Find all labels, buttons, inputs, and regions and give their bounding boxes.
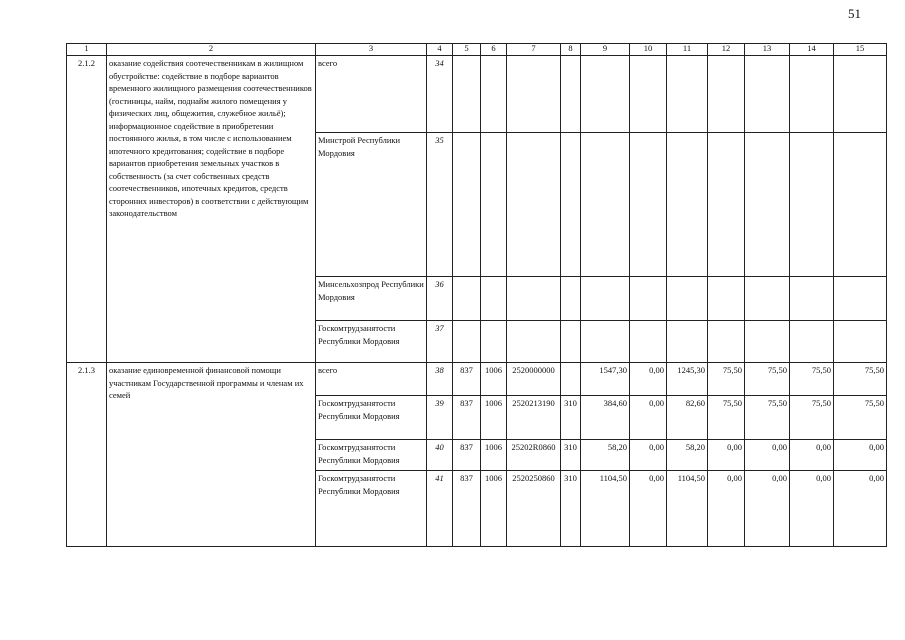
csr-cell: [507, 277, 561, 321]
v2014-cell: [581, 56, 630, 133]
executor-cell: Минсельхозпрод Республики Мордовия: [316, 277, 427, 321]
col-header: 6: [481, 44, 507, 56]
v2020-cell: [834, 277, 887, 321]
v2019-cell: 0,00: [790, 440, 834, 471]
v2018-cell: 75,50: [745, 396, 790, 440]
row-number-cell: 40: [427, 440, 453, 471]
item-code: 2.1.2: [67, 56, 107, 363]
v2015-cell: 0,00: [630, 440, 667, 471]
rzpr-cell: 1006: [481, 363, 507, 396]
v2014-cell: [581, 321, 630, 363]
v2017-cell: [708, 277, 745, 321]
v2019-cell: 75,50: [790, 363, 834, 396]
v2020-cell: [834, 56, 887, 133]
row-number-cell: 34: [427, 56, 453, 133]
v2019-cell: [790, 277, 834, 321]
v2020-cell: 75,50: [834, 363, 887, 396]
executor-cell: Госкомтрудзанятости Республики Мордовия: [316, 440, 427, 471]
vr-cell: [561, 56, 581, 133]
csr-cell: 25202R0860: [507, 440, 561, 471]
grbs-cell: 837: [453, 440, 481, 471]
v2014-cell: 1547,30: [581, 363, 630, 396]
executor-cell: всего: [316, 56, 427, 133]
col-header: 3: [316, 44, 427, 56]
item-description: оказание единовременной финансовой помощи участникам Государственной программы и членам их семей: [107, 363, 316, 547]
v2017-cell: 75,50: [708, 363, 745, 396]
v2014-cell: [581, 133, 630, 277]
v2016-cell: 1104,50: [667, 471, 708, 547]
csr-cell: [507, 321, 561, 363]
col-header: 1: [67, 44, 107, 56]
executor-cell: Госкомтрудзанятости Республики Мордовия: [316, 471, 427, 547]
executor-cell: всего: [316, 363, 427, 396]
csr-cell: [507, 56, 561, 133]
col-header: 14: [790, 44, 834, 56]
rzpr-cell: 1006: [481, 396, 507, 440]
col-header: 11: [667, 44, 708, 56]
rzpr-cell: [481, 56, 507, 133]
grbs-cell: 837: [453, 471, 481, 547]
col-header: 9: [581, 44, 630, 56]
v2017-cell: [708, 56, 745, 133]
table-row: [67, 56, 887, 133]
v2017-cell: 0,00: [708, 440, 745, 471]
rzpr-cell: [481, 321, 507, 363]
vr-cell: 310: [561, 396, 581, 440]
col-header: 10: [630, 44, 667, 56]
v2015-cell: 0,00: [630, 363, 667, 396]
row-number-cell: 35: [427, 133, 453, 277]
v2020-cell: [834, 321, 887, 363]
v2015-cell: 0,00: [630, 396, 667, 440]
v2017-cell: 75,50: [708, 396, 745, 440]
vr-cell: 310: [561, 471, 581, 547]
executor-cell: Минстрой Республики Мордовия: [316, 133, 427, 277]
col-header: 8: [561, 44, 581, 56]
col-header: 2: [107, 44, 316, 56]
grbs-cell: [453, 321, 481, 363]
row-number-cell: 38: [427, 363, 453, 396]
vr-cell: [561, 133, 581, 277]
v2015-cell: 0,00: [630, 471, 667, 547]
rzpr-cell: [481, 277, 507, 321]
vr-cell: 310: [561, 440, 581, 471]
v2018-cell: [745, 277, 790, 321]
v2015-cell: [630, 321, 667, 363]
v2014-cell: 384,60: [581, 396, 630, 440]
grbs-cell: [453, 277, 481, 321]
v2017-cell: [708, 133, 745, 277]
csr-cell: [507, 133, 561, 277]
col-header: 5: [453, 44, 481, 56]
budget-table: [66, 43, 887, 547]
grbs-cell: 837: [453, 363, 481, 396]
vr-cell: [561, 321, 581, 363]
grbs-cell: [453, 56, 481, 133]
rzpr-cell: 1006: [481, 440, 507, 471]
col-header: 12: [708, 44, 745, 56]
item-code: 2.1.3: [67, 363, 107, 547]
v2015-cell: [630, 277, 667, 321]
v2018-cell: 75,50: [745, 363, 790, 396]
rzpr-cell: 1006: [481, 471, 507, 547]
v2020-cell: [834, 133, 887, 277]
v2018-cell: [745, 133, 790, 277]
v2020-cell: 0,00: [834, 471, 887, 547]
v2016-cell: 1245,30: [667, 363, 708, 396]
v2019-cell: [790, 321, 834, 363]
v2020-cell: 75,50: [834, 396, 887, 440]
v2015-cell: [630, 56, 667, 133]
row-number-cell: 37: [427, 321, 453, 363]
row-number-cell: 36: [427, 277, 453, 321]
v2019-cell: [790, 56, 834, 133]
csr-cell: 2520213190: [507, 396, 561, 440]
v2018-cell: 0,00: [745, 440, 790, 471]
row-number-cell: 39: [427, 396, 453, 440]
v2016-cell: [667, 277, 708, 321]
col-header: 7: [507, 44, 561, 56]
header-row: [67, 44, 887, 56]
v2018-cell: [745, 56, 790, 133]
v2016-cell: [667, 133, 708, 277]
v2016-cell: [667, 321, 708, 363]
v2016-cell: 82,60: [667, 396, 708, 440]
col-header: 15: [834, 44, 887, 56]
v2014-cell: [581, 277, 630, 321]
v2020-cell: 0,00: [834, 440, 887, 471]
vr-cell: [561, 277, 581, 321]
v2014-cell: 58,20: [581, 440, 630, 471]
v2016-cell: [667, 56, 708, 133]
v2018-cell: [745, 321, 790, 363]
rzpr-cell: [481, 133, 507, 277]
row-number-cell: 41: [427, 471, 453, 547]
col-header: 13: [745, 44, 790, 56]
v2019-cell: 75,50: [790, 396, 834, 440]
executor-cell: Госкомтрудзанятости Республики Мордовия: [316, 396, 427, 440]
col-header: 4: [427, 44, 453, 56]
vr-cell: [561, 363, 581, 396]
table-row: [67, 363, 887, 396]
v2014-cell: 1104,50: [581, 471, 630, 547]
v2019-cell: 0,00: [790, 471, 834, 547]
v2017-cell: [708, 321, 745, 363]
csr-cell: 2520000000: [507, 363, 561, 396]
v2016-cell: 58,20: [667, 440, 708, 471]
v2018-cell: 0,00: [745, 471, 790, 547]
item-description: оказание содействия соотечественникам в жилищном обустройстве: содействие в подборе вариантов временного жилищного размещения соотечественников (гостиницы, найм, поднайм жилого помещения у физических лиц, общежития, служебное жильё); информационное содействие в приобретении постоянного жилья, в том числе с использованием ипотечного кредитования; содействие в подборе вариантов приобретения земельных участков в собственность (за счет собственных средств соотечественников, ипотечных кредитов, средств сторонних инвесторов) в соответствии с действующим законодательством: [107, 56, 316, 363]
page-number: 51: [848, 6, 861, 21]
grbs-cell: [453, 133, 481, 277]
executor-cell: Госкомтрудзанятости Республики Мордовия: [316, 321, 427, 363]
csr-cell: 2520250860: [507, 471, 561, 547]
grbs-cell: 837: [453, 396, 481, 440]
v2019-cell: [790, 133, 834, 277]
v2015-cell: [630, 133, 667, 277]
v2017-cell: 0,00: [708, 471, 745, 547]
